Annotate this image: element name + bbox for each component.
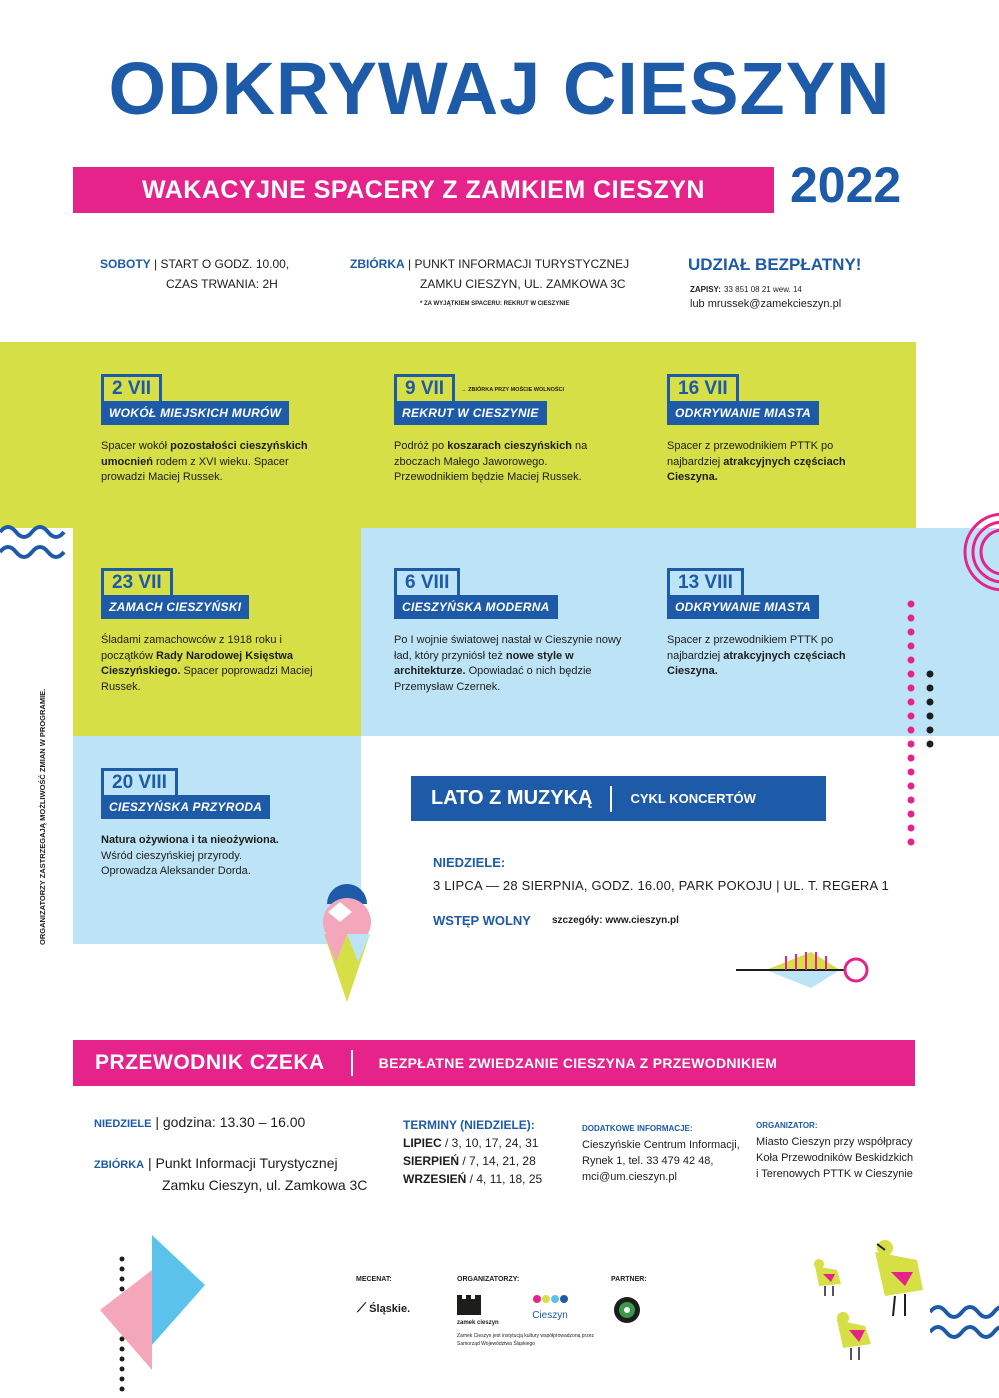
terminy — [403, 1116, 542, 1188]
poster-title: ODKRYWAJ CIESZYN — [108, 47, 891, 130]
birds-decoration — [805, 1232, 935, 1362]
event-card — [101, 568, 316, 695]
zapisy-info — [690, 282, 841, 311]
zbiorka-line2: ZAMKU CIESZYN, UL. ZAMKOWA 3C — [420, 277, 626, 291]
zbiorka-line1: Punkt Informacji Turystycznej — [155, 1155, 338, 1171]
zbiorka-note: * ZA WYJĄTKIEM SPACERU: REKRUT W CIESZYNIE — [420, 301, 570, 307]
ice-cream-icon — [318, 882, 378, 1007]
music-niedziele-label: NIEDZIELE: — [433, 855, 506, 870]
event-name: CIESZYŃSKA MODERNA — [394, 595, 558, 619]
event-card — [667, 374, 847, 486]
zamek-logo-text: zamek cieszyn — [457, 1320, 499, 1326]
organizator-label: ORGANIZATOR: — [756, 1121, 818, 1130]
organizator-info — [756, 1117, 913, 1182]
event-description: Natura ożywiona i ta nieożywiona. Wśród cieszyńskiej przyrody. Oprowadza Aleksander Dorda. — [101, 834, 279, 877]
divider — [351, 1050, 353, 1076]
event-date: 20 VIII — [101, 768, 178, 795]
zbiorka-line2: Zamku Cieszyn, ul. Zamkowa 3C — [162, 1177, 368, 1193]
event-description: Spacer z przewodnikiem PTTK po najbardziej atrakcyjnych częściach Cieszyna. — [667, 440, 846, 483]
wave-decoration-right — [930, 1300, 999, 1345]
udzial-bezplatny: UDZIAŁ BEZPŁATNY! — [688, 255, 862, 274]
event-date: 23 VII — [101, 568, 173, 595]
music-wstep: WSTĘP WOLNY — [433, 913, 531, 928]
event-card — [667, 568, 847, 680]
dodatkowe-info — [582, 1120, 740, 1185]
soboty-label: SOBOTY — [100, 257, 151, 271]
terminy-label: TERMINY (NIEDZIELE): — [403, 1118, 535, 1132]
organizator-line2: Koła Przewodników Beskidzkich — [756, 1152, 914, 1164]
dodatkowe-line2: Rynek 1, tel. 33 479 42 48, — [582, 1155, 714, 1167]
subtitle-banner: WAKACYJNE SPACERY Z ZAMKIEM CIESZYN — [73, 167, 774, 213]
event-name: REKRUT W CIESZYNIE — [394, 401, 547, 425]
event-name: CIESZYŃSKA PRZYRODA — [101, 795, 270, 819]
event-note: → ZBIÓRKA PRZY MOŚCIE WOLNOŚCI — [461, 386, 565, 393]
event-date: 2 VII — [101, 374, 162, 401]
pttk-badge-icon — [613, 1296, 641, 1324]
music-szczegoly: szczegóły: www.cieszyn.pl — [552, 915, 679, 926]
circle-decoration-right — [958, 510, 999, 600]
music-subtitle: CYKL KONCERTÓW — [630, 791, 756, 806]
event-description: Śladami zamachowców z 1918 roku i początków Rady Narodowej Księstwa Cieszyńskiego. Spacer poprowadzi Maciej Russek. — [101, 634, 313, 693]
sierpien-dates: / 7, 14, 21, 28 — [459, 1154, 536, 1168]
wrzesien-label: WRZESIEŃ — [403, 1172, 467, 1186]
event-date: 9 VII — [394, 374, 455, 401]
event-description: Podróż po koszarach cieszyńskich na zboczach Małego Jaworowego. Przewodnikiem będzie Maciej Russek. — [394, 440, 588, 483]
event-name: WOKÓŁ MIEJSKICH MURÓW — [101, 401, 289, 425]
organizatorzy-label: ORGANIZATORZY: — [457, 1276, 520, 1283]
zbiorka-label: ZBIÓRKA — [94, 1159, 145, 1171]
music-details: 3 LIPCA — 28 SIERPNIA, GODZ. 16.00, PARK POKOJU | UL. T. REGERA 1 — [433, 878, 889, 893]
zamek-logo — [457, 1295, 499, 1326]
mecenat-label: MECENAT: — [356, 1276, 392, 1283]
dodatkowe-label: DODATKOWE INFORMACJE: — [582, 1124, 693, 1133]
zamek-small-note: Zamek Cieszyn jest instytucją kultury współprowadzoną przez Samorząd Województwa Śląskiego — [457, 1333, 594, 1347]
event-description: Spacer wokół pozostałości cieszyńskich umocnień rodem z XVI wieku. Spacer prowadzi Maciej Russek. — [101, 440, 308, 483]
event-card — [101, 768, 301, 880]
fish-decoration — [736, 948, 876, 993]
przewodnik-niedziele: NIEDZIELE | godzina: 13.30 – 16.00 — [94, 1114, 306, 1130]
side-note: ORGANIZATORZY ZASTRZEGAJĄ MOŻLIWOŚĆ ZMIAN W PROGRAMIE. — [38, 688, 47, 945]
soboty-line2: CZAS TRWANIA: 2H — [166, 277, 278, 291]
event-date: 6 VIII — [394, 568, 460, 595]
cieszyn-dots-icon — [532, 1293, 568, 1305]
event-card — [394, 374, 609, 486]
wrzesien-dates: / 4, 11, 18, 25 — [466, 1172, 543, 1186]
zapisy-label: ZAPISY: — [690, 285, 721, 294]
event-description: Po I wojnie światowej nastał w Cieszynie nowy ład, który przyniósł też nowe style w architekturze. Opowiadać o nich będzie Przemysław Czernek. — [394, 634, 622, 693]
castle-icon — [457, 1295, 481, 1315]
music-title: LATO Z MUZYKĄ — [431, 787, 593, 809]
przewodnik-title: PRZEWODNIK CZEKA — [95, 1051, 325, 1074]
soboty-info: SOBOTY | START O GODZ. 10.00, CZAS TRWANIA: 2H — [100, 257, 290, 291]
event-name: ZAMACH CIESZYŃSKI — [101, 595, 249, 619]
soboty-line1: START O GODZ. 10.00, — [160, 257, 290, 271]
year: 2022 — [790, 157, 902, 213]
cieszyn-logo — [532, 1292, 568, 1321]
event-name: ODKRYWANIE MIASTA — [667, 595, 819, 619]
przewodnik-zbiorka: ZBIÓRKA | Punkt Informacji Turystycznej Zamku Cieszyn, ul. Zamkowa 3C — [94, 1155, 368, 1193]
pttk-logo — [613, 1296, 641, 1329]
zbiorka-line1: PUNKT INFORMACJI TURYSTYCZNEJ — [414, 257, 630, 271]
dots-decoration — [904, 598, 944, 853]
lipiec-dates: / 3, 10, 17, 24, 31 — [441, 1136, 539, 1150]
wave-decoration-left — [0, 520, 70, 565]
music-banner — [411, 776, 826, 821]
triangles-decoration — [100, 1235, 210, 1395]
organizator-line1: Miasto Cieszyn przy współpracy — [756, 1136, 913, 1148]
partner-label: PARTNER: — [611, 1276, 647, 1283]
niedziele-label: NIEDZIELE — [94, 1118, 152, 1130]
dodatkowe-line3: mci@um.cieszyn.pl — [582, 1171, 677, 1183]
zbiorka-label: ZBIÓRKA — [350, 257, 405, 271]
sierpien-label: SIERPIEŃ — [403, 1154, 460, 1168]
zapisy-email: lub mrussek@zamekcieszyn.pl — [690, 298, 842, 310]
godzina: godzina: 13.30 – 16.00 — [162, 1114, 306, 1130]
przewodnik-banner — [73, 1040, 915, 1086]
event-name: ODKRYWANIE MIASTA — [667, 401, 819, 425]
dodatkowe-line1: Cieszyńskie Centrum Informacji, — [582, 1139, 740, 1151]
event-description: Spacer z przewodnikiem PTTK po najbardziej atrakcyjnych częściach Cieszyna. — [667, 634, 846, 677]
slaskie-mark-icon: ⟋ — [357, 1300, 367, 1315]
lipiec-label: LIPIEC — [403, 1136, 442, 1150]
divider — [610, 786, 612, 812]
zbiorka-info: ZBIÓRKA | PUNKT INFORMACJI TURYSTYCZNEJ ZAMKU CIESZYN, UL. ZAMKOWA 3C $^{* ZA WYJĄTKIEM SPACERU: REKRUT W CIESZYNIE}$ — [350, 257, 630, 307]
event-date: 13 VIII — [667, 568, 744, 595]
przewodnik-subtitle: BEZPŁATNE ZWIEDZANIE CIESZYNA Z PRZEWODNIKIEM — [378, 1055, 778, 1071]
cieszyn-logo-text: Cieszyn — [532, 1310, 568, 1321]
slaskie-logo: ⟋ Śląskie. — [357, 1300, 411, 1315]
zapisy-phone: 33 851 08 21 wew. 14 — [724, 285, 802, 294]
event-card — [101, 374, 321, 486]
event-date: 16 VII — [667, 374, 739, 401]
organizator-line3: i Terenowych PTTK w Cieszynie — [756, 1168, 913, 1180]
event-card — [394, 568, 624, 695]
